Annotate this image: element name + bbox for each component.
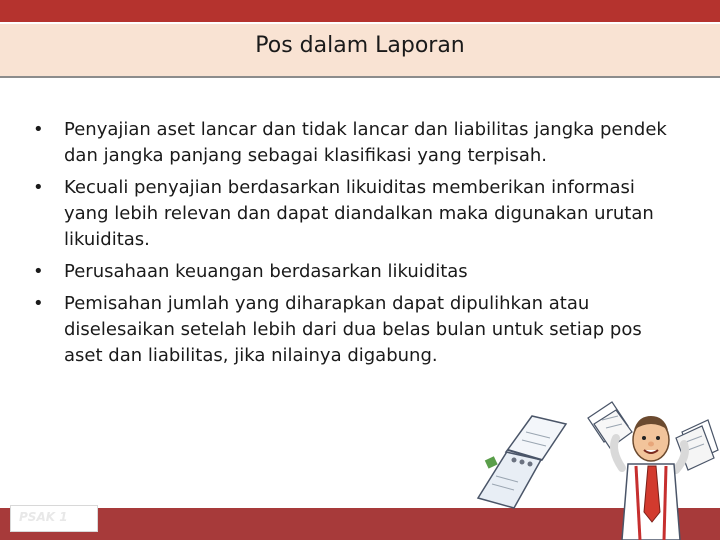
binder-icon — [478, 416, 566, 508]
left-papers-icon — [588, 402, 632, 448]
bullet-text: Penyajian aset lancar dan tidak lancar dan liabilitas jangka pendek dan jangka panjang sebagai klasifikasi yang terpisah. — [64, 119, 667, 166]
bullet-icon: • — [33, 119, 44, 140]
bullet-icon: • — [33, 177, 44, 198]
bullet-item — [30, 291, 670, 369]
bullet-text: Kecuali penyajian berdasarkan likuiditas memberikan informasi yang lebih relevan dan dapat diandalkan maka digunakan urutan likuiditas. — [64, 177, 654, 250]
bullet-item — [30, 259, 670, 285]
footer-label-box — [10, 505, 98, 532]
bullet-text: Pemisahan jumlah yang diharapkan dapat dipulihkan atau diselesaikan setelah lebih dari dua belas bulan untuk setiap pos aset dan liabilitas, jika nilainya digabung. — [64, 293, 642, 366]
title-band — [0, 24, 720, 78]
bullet-text: Perusahaan keuangan berdasarkan likuiditas — [64, 261, 468, 282]
bullet-item — [30, 175, 670, 253]
bullet-item — [30, 117, 670, 169]
bullet-icon: • — [33, 293, 44, 314]
slide-title: Pos dalam Laporan — [255, 33, 465, 58]
bullet-list — [30, 117, 670, 375]
businessman-clipart-icon — [470, 380, 720, 540]
top-accent-bar — [0, 0, 720, 22]
bullet-icon: • — [33, 261, 44, 282]
footer-label: PSAK 1 — [19, 510, 68, 524]
